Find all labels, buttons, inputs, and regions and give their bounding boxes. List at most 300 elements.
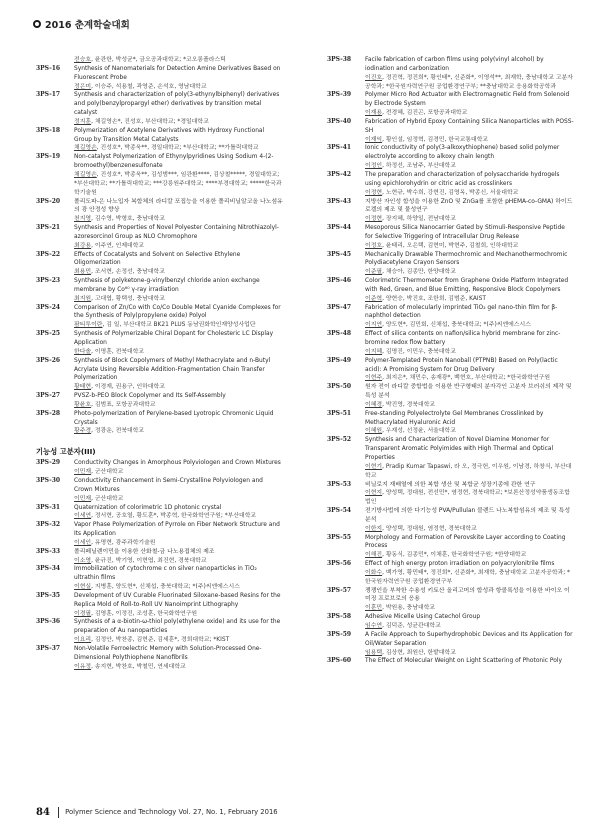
abstract-entry bbox=[327, 357, 574, 384]
entry-title: Quaternization of colorimetric 1D photonic crystal bbox=[74, 504, 222, 511]
entry-code: 3PS-38 bbox=[327, 56, 352, 63]
presenter-name: 황주경 bbox=[74, 428, 92, 435]
entry-body bbox=[74, 91, 283, 126]
author-list: , 황인설, 임정혁, 김경민, 한국교통대학교 bbox=[382, 136, 489, 143]
entry-title: The Effect of Molecular Weight on Light Scattering of Photonic Poly bbox=[365, 658, 562, 665]
presenter-name: 한다솔 bbox=[74, 348, 92, 355]
entry-title: Non-Volatile Ferroelectric Memory with Solution-Processed One-Dimensional Polythiophene Nanofibrils bbox=[74, 646, 262, 661]
entry-code: 3PS-55 bbox=[327, 533, 352, 541]
entry-code bbox=[36, 56, 74, 65]
abstract-entry bbox=[36, 618, 283, 645]
entry-authors bbox=[365, 74, 574, 92]
entry-code: 3PS-35 bbox=[36, 591, 61, 599]
abstract-entry bbox=[327, 224, 574, 251]
entry-title: A Facile Approach to Superhydrophobic Devices and Its Application for Oil/Water Separation bbox=[365, 631, 573, 647]
entry-title: Colorimetric Thermometer from Graphene Oxide Platform Integrated with Red, Green, and Blue Emitting, Responsive Block Copolymers bbox=[365, 278, 569, 293]
entry-code: 3PS-30 bbox=[36, 476, 61, 484]
entry-title: Mechanically Drawable Thermochromic and Mechanothermochromic Polydiacetylene Crayon Sensors bbox=[365, 251, 568, 267]
presenter-name: 이세인 bbox=[74, 539, 92, 546]
entry-authors bbox=[365, 463, 574, 481]
left-column bbox=[36, 56, 283, 672]
author-list: , 김수영, 박형호, 충남대학교 bbox=[91, 216, 165, 223]
author-list: , 백가영, 황민태*, 정진희*, 신준화*, 최재학, 충남대학교 고분자공학과; *한국원자력연구원 공업환경연구부 bbox=[365, 569, 571, 585]
abstract-entry bbox=[36, 224, 283, 251]
entry-body bbox=[74, 330, 283, 357]
abstract-entry bbox=[36, 565, 283, 592]
entry-title: PVSZ-b-PEO Block Copolymer and Its Self-Assembly bbox=[74, 393, 226, 400]
entry-title: Polymer Micro Rod Actuator with Electromagnetic Field from Solenoid by Electrode System bbox=[365, 92, 570, 108]
author-list: , 박원용, 충남대학교 bbox=[382, 605, 436, 612]
entry-title: Fabrication of Hybrid Epoxy Containing Silica Nanoparticles with POSS-SH bbox=[365, 118, 574, 134]
presenter-name: 최용민 bbox=[74, 269, 92, 276]
entry-body bbox=[74, 198, 283, 225]
presenter-name: 이진호 bbox=[365, 74, 383, 81]
entry-body bbox=[365, 560, 574, 587]
entry-authors bbox=[365, 401, 574, 410]
abstract-entry bbox=[327, 507, 574, 534]
presenter-name: 채길영손 bbox=[74, 171, 97, 178]
entry-code: 3PS-20 bbox=[36, 197, 61, 205]
abstract-entry bbox=[36, 91, 283, 126]
author-list: , 노현규, 박수희, 강현진, 김영옥, 박종신, 서울대학교 bbox=[382, 189, 519, 196]
presenter-name: 이화수 bbox=[365, 569, 383, 576]
presenter-name: 이해진 bbox=[365, 552, 383, 559]
entry-title: Mesoporous Silica Nanocarrier Gated by Stimuli-Responsive Peptide for Selective Triggering of Intracellular Drug Release bbox=[365, 225, 565, 240]
author-list: , 양도현*, 김민회, 신채섭, 충북대학교; *(주)씨엔에스시스 bbox=[382, 322, 531, 329]
entry-authors bbox=[365, 551, 574, 560]
presenter-name: 이현기 bbox=[365, 463, 383, 470]
presenter-name: 이지연 bbox=[365, 322, 383, 329]
entry-authors bbox=[74, 242, 283, 251]
entry-authors bbox=[365, 321, 574, 330]
abstract-entry bbox=[327, 277, 574, 304]
entry-code: 3PS-22 bbox=[36, 250, 61, 258]
author-list: , 장지혜, 하양일, 전남대학교 bbox=[382, 216, 456, 223]
presenter-name: 황윤호 bbox=[74, 401, 92, 408]
author-list: , 정진혁, 정진희*, 황인태*, 신준화*, 이영석**, 최재학, 충남대학교 고분자공학과; *한국원자력연구원 공업환경연구부; **충남대학교 응용화학공학과 bbox=[365, 74, 573, 90]
entry-code: 3PS-52 bbox=[327, 436, 352, 444]
entry-authors bbox=[74, 348, 283, 357]
entry-title: 폴리페닐렌이민을 이용한 산화철-금 나노용접체의 제조 bbox=[74, 548, 215, 555]
abstract-entry bbox=[36, 645, 283, 672]
entry-body bbox=[74, 477, 283, 504]
entry-authors bbox=[74, 56, 283, 65]
entry-code: 3PS-23 bbox=[36, 277, 61, 285]
author-list: , 진성호*, 박종욱**, 경일대학교; *부산대학교; **가톨릭대학교 bbox=[96, 145, 259, 152]
entry-authors bbox=[74, 427, 283, 436]
presenter-name: 이유정 bbox=[74, 663, 92, 670]
entry-body bbox=[365, 118, 574, 145]
presenter-name: 천지영 bbox=[74, 216, 92, 223]
entry-body bbox=[74, 459, 283, 477]
presenter-name: 이훈민 bbox=[365, 605, 383, 612]
abstract-entry bbox=[327, 144, 574, 171]
entry-body bbox=[365, 613, 574, 631]
presenter-name: 임수연 bbox=[365, 623, 383, 629]
entry-title: Morphology and Formation of Perovskite Layer according to Coating Process bbox=[365, 534, 566, 550]
entry-title: 지방산 자인성 합성을 이용한 ZnO 및 ZnGa를 포함한 pHEMA-co-GMA) 하이드로겔의 제조 및 물성연구 bbox=[365, 198, 573, 214]
presenter-name: 이세연 bbox=[74, 513, 92, 520]
presenter-name: 전승호 bbox=[74, 57, 92, 63]
entry-code: 3PS-42 bbox=[327, 170, 352, 178]
section-heading: 기능성 고분자(III) bbox=[36, 447, 96, 457]
author-list: , 김상현, 최원산, 한밭대학교 bbox=[382, 649, 456, 656]
entry-authors bbox=[74, 663, 283, 672]
presenter-name: 이준혁 bbox=[365, 295, 383, 302]
page-header bbox=[33, 17, 130, 31]
presenter-name: 이준필 bbox=[365, 269, 383, 276]
author-list: , 우재성, 선정윤, 서울대학교 bbox=[382, 428, 456, 435]
entry-body bbox=[74, 565, 283, 592]
entry-authors bbox=[365, 268, 574, 277]
entry-title: Effects of Cocatalysts and Solvent on Selective Ethylene Oligomerization bbox=[74, 251, 241, 267]
entry-code: 3PS-28 bbox=[36, 409, 61, 417]
entry-title: Conductivity Enhancement in Semi-Crystalline Polyviologen and Crown Mixtures bbox=[74, 477, 263, 493]
entry-authors bbox=[365, 622, 574, 631]
entry-authors bbox=[74, 610, 283, 619]
abstract-entry bbox=[36, 127, 283, 154]
author-list: , 군산대학교 bbox=[91, 495, 124, 502]
abstract-entry bbox=[36, 357, 283, 392]
entry-title: Adhesive Micelle Using Catechol Group bbox=[365, 614, 481, 621]
entry-body bbox=[74, 224, 283, 251]
author-list: , 양성택, 정대원, 전선민*, 염정현, 경북대학교; *보론산정성약품생동조합법인 bbox=[365, 490, 570, 506]
entry-body bbox=[74, 618, 283, 645]
entry-body bbox=[365, 507, 574, 534]
entry-title: 원자 전이 라디칼 중합법을 이용한 반구형태의 분자각인 고분자 브러쉬의 제작 및 특성 분석 bbox=[365, 384, 572, 400]
author-list: , 김범표, 포항공과대학교 bbox=[91, 401, 156, 408]
entry-authors bbox=[74, 144, 283, 153]
entry-code: 3PS-18 bbox=[36, 126, 61, 134]
entry-body bbox=[74, 65, 283, 92]
entry-authors bbox=[365, 348, 574, 357]
entry-authors bbox=[365, 427, 574, 436]
entry-title: Vapor Phase Polymerization of Pyrrole on Fiber Network Structure and Its Application bbox=[74, 522, 280, 538]
author-list: , 이경재, 권용구, 인하대학교 bbox=[91, 384, 165, 391]
right-column bbox=[327, 56, 574, 666]
entry-title: Polymerization of Acetylene Derivatives with Hydroxy Functional Group by Transition Metal Catalysts bbox=[74, 127, 265, 143]
abstract-entry bbox=[327, 587, 574, 614]
author-list: , 정광운, 전북대학교 bbox=[91, 428, 145, 435]
abstract-entry bbox=[327, 118, 574, 145]
presenter-name: 이재익 bbox=[365, 136, 383, 143]
entry-code: 3PS-49 bbox=[327, 356, 352, 364]
presenter-name: 이현실 bbox=[74, 584, 92, 591]
presenter-name: 이재용 bbox=[365, 110, 383, 117]
abstract-entry bbox=[327, 436, 574, 480]
author-list: , 조서현, 손정선, 충남대학교 bbox=[91, 269, 165, 276]
presenter-name: 이요리 bbox=[74, 637, 92, 644]
abstract-entry bbox=[327, 534, 574, 561]
entry-body bbox=[74, 153, 283, 197]
entry-body bbox=[74, 277, 283, 304]
entry-code: 3PS-25 bbox=[36, 330, 61, 338]
abstract-entry bbox=[327, 56, 574, 91]
entry-title: Photo-polymerization of Perylene-based Lyotropic Chromonic Liquid Crystals bbox=[74, 410, 274, 426]
author-list: , 양성택, 정대원, 염정현, 경북대학교 bbox=[382, 525, 477, 532]
entry-body bbox=[365, 481, 574, 508]
entry-body bbox=[365, 534, 574, 561]
presenter-name: 이정현 bbox=[365, 216, 383, 223]
entry-authors bbox=[74, 401, 283, 410]
abstract-entry bbox=[327, 613, 574, 631]
entry-body bbox=[74, 504, 283, 522]
entry-title: 비닐로지 재배열에 의한 복합 생산 및 복합균 성장기종에 관한 연구 bbox=[365, 481, 536, 488]
entry-code: 3PS-31 bbox=[36, 503, 61, 511]
entry-code: 3PS-24 bbox=[36, 303, 61, 311]
presenter-name: 이지혜 bbox=[365, 348, 383, 355]
entry-title: Synthesis of Polymerizable Chiral Dopant for Cholesteric LC Display Application bbox=[74, 331, 274, 346]
entry-authors bbox=[365, 295, 574, 304]
entry-code: 3PS-37 bbox=[36, 645, 61, 652]
entry-title: 쟁쟁인을 부착한 수용성 키토산 올리고머의 합성과 항콜록성을 이용한 바이오 이미징 프로브로의 응용 bbox=[365, 587, 570, 603]
page-number: 84 bbox=[36, 806, 50, 818]
entry-code: 3PS-32 bbox=[36, 521, 61, 529]
abstract-entry bbox=[327, 304, 574, 331]
left-section-entries bbox=[36, 459, 283, 671]
conference-title: 2016 춘계학술대회 bbox=[45, 20, 130, 31]
entry-code: 3PS-50 bbox=[327, 383, 352, 391]
entry-code: 3PS-17 bbox=[36, 91, 61, 99]
entry-body bbox=[365, 251, 574, 278]
entry-body bbox=[365, 144, 574, 171]
entry-code: 3PS-41 bbox=[327, 144, 352, 152]
entry-body bbox=[365, 410, 574, 437]
entry-body bbox=[365, 198, 574, 225]
entry-code: 3PS-21 bbox=[36, 224, 61, 232]
abstract-entry bbox=[36, 153, 283, 197]
entry-authors bbox=[74, 215, 283, 224]
entry-body bbox=[74, 521, 283, 548]
page-footer bbox=[36, 803, 606, 821]
entry-authors bbox=[365, 242, 574, 251]
entry-authors bbox=[74, 539, 283, 548]
abstract-entry bbox=[327, 481, 574, 508]
entry-title: Polymer-Templated Protein Nanoball (PTPNB) Based on Poly(lactic acid): A Promising System for Drug Delivery bbox=[365, 357, 558, 373]
abstract-entry bbox=[36, 504, 283, 522]
entry-code: 3PS-19 bbox=[36, 153, 61, 161]
abstract-entry bbox=[36, 304, 283, 331]
abstract-entry bbox=[36, 392, 283, 410]
entry-authors bbox=[74, 383, 283, 392]
abstract-entry bbox=[36, 592, 283, 619]
presenter-name: 황태현 bbox=[74, 384, 92, 391]
entry-title: Synthesis of polyketone-g-vinylbenzyl chloride anion exchange membrane by Co⁶⁰ γ-ray irradiation bbox=[74, 278, 260, 293]
circle-bullet-icon bbox=[33, 20, 41, 28]
abstract-entry bbox=[36, 56, 283, 65]
entry-title: Synthesis and Characterization of Novel Diamine Monomer for Transparent Aromatic Polyimides with High Thermal and Optical Properties bbox=[365, 437, 554, 461]
abstract-entry bbox=[36, 548, 283, 566]
presenter-name: 이소영 bbox=[74, 557, 92, 564]
entry-body bbox=[74, 645, 283, 672]
entry-authors bbox=[365, 489, 574, 507]
entry-code: 3PS-53 bbox=[327, 480, 352, 488]
abstract-entry bbox=[327, 560, 574, 587]
entry-body bbox=[365, 587, 574, 614]
entry-title: Fabrication of molecularly imprinted TiO₂ gel nano-thin film for β-naphthol detection bbox=[365, 304, 558, 320]
author-list: , 김덕준, 성균관대학교 bbox=[382, 623, 441, 629]
entry-title: Synthesis of Block Copolymers of Methyl Methacrylate and n-Butyl Acrylate Using Reversible Addition-Fragmentation Chain Transfer Polymerization bbox=[74, 357, 271, 382]
left-entries bbox=[36, 56, 283, 436]
presenter-name: 이민재 bbox=[74, 495, 92, 502]
author-list: , 김명진, 이민우, 충북대학교 bbox=[382, 348, 456, 355]
entry-code: 3PS-57 bbox=[327, 586, 352, 594]
presenter-name: 최강용 bbox=[74, 242, 92, 249]
entry-code: 3PS-56 bbox=[327, 560, 352, 568]
author-list: , 최지은*, 채민수, 송재광*, 백현호, 부산대학교; *한국화학연구원 bbox=[382, 375, 551, 382]
author-list: , 하정선, 조남주, 부산대학교 bbox=[382, 163, 456, 170]
entry-title: Synthesis and characterization of poly(3-ethynylbiphenyl) derivatives and poly(benzylpropargyl ether) derivatives by transition metal catalyst bbox=[74, 92, 280, 117]
abstract-entry bbox=[36, 198, 283, 225]
entry-title: Development of UV Curable Fluorinated Siloxane-based Resins for the Replica Mold of Roll-to-Roll UV Nanoimprint Lithography bbox=[74, 592, 281, 608]
entry-authors bbox=[365, 525, 574, 534]
entry-body bbox=[365, 171, 574, 198]
entry-body bbox=[74, 56, 283, 65]
entry-body bbox=[74, 392, 283, 410]
entry-title: Ionic conductivity of poly(3-alkoxythiophene) based solid polymer electrolyte according to alkoxy chain length bbox=[365, 145, 560, 161]
entry-code: 3PS-26 bbox=[36, 356, 61, 364]
entry-code: 3PS-59 bbox=[327, 630, 352, 638]
entry-code: 3PS-54 bbox=[327, 507, 352, 515]
entry-body bbox=[74, 548, 283, 566]
author-list: , Pradip Kumar Tapaswi, 라 오, 정극헌, 이우원, 이남경, 하창식, 부산대학교 bbox=[365, 463, 572, 479]
abstract-entry bbox=[327, 251, 574, 278]
entry-title: 전기방사법에 의한 다기능성 PVA/Pullulan 블렌드 나노복합섬유의 제조 및 특성분석 bbox=[365, 508, 571, 523]
entry-body bbox=[74, 304, 283, 331]
abstract-entry bbox=[36, 521, 283, 548]
author-list: , 이주연, 인제대학교 bbox=[91, 242, 145, 249]
entry-body bbox=[74, 592, 283, 619]
entry-code: 3PS-43 bbox=[327, 197, 352, 205]
abstract-entry bbox=[327, 383, 574, 410]
author-list: , 이승주, 석용철, 곽영준, 손석호, 영남대학교 bbox=[91, 83, 207, 90]
entry-authors bbox=[74, 321, 283, 330]
author-list: , 군산대학교 bbox=[91, 469, 124, 476]
entry-authors bbox=[365, 374, 574, 383]
entry-code: 3PS-36 bbox=[36, 618, 61, 626]
abstract-entry bbox=[327, 410, 574, 437]
entry-code: 3PS-48 bbox=[327, 330, 352, 338]
entry-authors bbox=[74, 171, 283, 198]
abstract-entry bbox=[36, 410, 283, 437]
presenter-name: 이정호 bbox=[365, 242, 383, 249]
entry-code: 3PS-29 bbox=[36, 459, 61, 467]
entry-authors bbox=[365, 189, 574, 198]
entry-authors bbox=[74, 118, 283, 127]
entry-title: Facile fabrication of carbon films using poly(vinyl alcohol) by iodination and carbonization bbox=[365, 57, 544, 72]
author-list: , 송지현, 박찬호, 박철민, 연세대학교 bbox=[91, 663, 186, 670]
author-list: , 윤관한, 박성균*, 금오공과대학교; *코오롱플라스틱 bbox=[91, 57, 226, 63]
author-list: , 김 일, 부산대학교 BK21 PLUS 동남권화학인재양성사업단 bbox=[102, 322, 256, 329]
entry-authors bbox=[74, 557, 283, 566]
footer-divider bbox=[58, 807, 59, 818]
presenter-name: 이민재 bbox=[74, 469, 92, 476]
presenter-name: 정은미 bbox=[74, 83, 92, 90]
entry-body bbox=[365, 224, 574, 251]
author-list: , 김영훈, 이정진, 조성훈, 한국화학연구원 bbox=[91, 610, 198, 617]
entry-authors bbox=[365, 649, 574, 658]
entry-code: 3PS-46 bbox=[327, 277, 352, 285]
entry-code: 3PS-51 bbox=[327, 409, 352, 417]
abstract-entry bbox=[327, 91, 574, 118]
abstract-entry bbox=[36, 477, 283, 504]
author-list: , 윤태리, 오은택, 김현미, 박현주, 김철희, 인하대학교 bbox=[382, 242, 519, 249]
entry-body bbox=[365, 436, 574, 480]
entry-authors bbox=[365, 162, 574, 171]
entry-authors bbox=[365, 109, 574, 118]
author-list: , 양현승, 박진호, 조한희, 김범준, KAIST bbox=[382, 295, 486, 302]
entry-title: 폴리도파-은 나노입자 복합체의 라디칼 포집능을 이용한 폴리비닐알코올 나노섬유의 광 안정성 향상 bbox=[74, 198, 283, 214]
presenter-name: 이혜원 bbox=[365, 428, 383, 435]
entry-authors bbox=[74, 268, 283, 277]
entry-title: Synthesis and Properties of Novel Polyester Containing Nitrothiazolyl-azoresorcinol Group as NLO Chromophore bbox=[74, 225, 279, 240]
presenter-name: 이정현 bbox=[365, 189, 383, 196]
abstract-entry bbox=[327, 330, 574, 357]
entry-body bbox=[365, 330, 574, 357]
presenter-name: 채길영손 bbox=[74, 145, 97, 152]
entry-body bbox=[74, 127, 283, 154]
entry-title: The preparation and characterization of polysaccharide hydrogels using epichlorohydrin or citric acid as crosslinkers bbox=[365, 171, 560, 187]
entry-authors bbox=[74, 583, 283, 592]
entry-body bbox=[365, 304, 574, 331]
abstract-entry bbox=[327, 171, 574, 198]
author-list: , 채승아, 김종만, 한양대학교 bbox=[382, 269, 456, 276]
entry-body bbox=[365, 657, 574, 666]
entry-code: 3PS-27 bbox=[36, 392, 61, 400]
entry-body bbox=[74, 251, 283, 278]
abstract-entry bbox=[36, 65, 283, 92]
entry-code: 3PS-39 bbox=[327, 91, 352, 99]
entry-code: 3PS-58 bbox=[327, 613, 352, 621]
entry-code: 3PS-44 bbox=[327, 224, 352, 232]
presenter-name: 이정인 bbox=[365, 163, 383, 170]
entry-title: Comparison of Zn/Co with Co/Co Double Metal Cyanide Complexes for the Synthesis of Poly(propylene oxide) Polyol bbox=[74, 304, 281, 320]
entry-title: Effect of high energy proton irradiation on polyacrylonitrile films bbox=[365, 561, 555, 568]
entry-body bbox=[365, 56, 574, 91]
entry-title: Synthesis of Nanomaterials for Detection Amine Derivatives Based on Fluorescent Probe bbox=[74, 65, 281, 81]
abstract-entry bbox=[327, 631, 574, 658]
author-list: , 윤규진, 박기영, 이현엽, 최진현, 경북대학교 bbox=[91, 557, 207, 564]
abstract-entry bbox=[36, 330, 283, 357]
entry-body bbox=[365, 631, 574, 658]
abstract-entry bbox=[36, 459, 283, 477]
entry-title: Conductivity Changes in Amorphous Polyviologen and Crown Mixtures bbox=[74, 460, 281, 467]
entry-authors bbox=[74, 83, 283, 92]
entry-code: 3PS-34 bbox=[36, 565, 61, 573]
entry-code: 3PS-40 bbox=[327, 117, 352, 125]
presenter-name: 이경필 bbox=[74, 610, 92, 617]
author-list: , 지병훈, 양도현*, 신채섭, 충북대학교; *(주)씨엔에스시스 bbox=[91, 584, 240, 591]
author-list: , 진성호*, 박종욱**, 김성범***, 임관환****, 김상철*****, 경일대학교; *부산대학교; **가톨릭대학교; ***강릉원주대학교; ****부경대학교; *****한국과학기술원 bbox=[74, 171, 282, 196]
entry-body bbox=[365, 383, 574, 410]
presenter-name: 정지훈 bbox=[74, 118, 92, 125]
entry-authors bbox=[365, 215, 574, 224]
entry-body bbox=[365, 357, 574, 384]
entry-authors bbox=[74, 495, 283, 504]
author-list: , 정서현, 공호열, 황도훈*, 박종혁, 한국화학연구원; *부산대학교 bbox=[91, 513, 257, 520]
entry-code: 3PS-16 bbox=[36, 64, 61, 72]
entry-body bbox=[74, 357, 283, 392]
entry-title: Effect of silica contents on nafion/silica hybrid membrane for zinc-bromine redox flow battery bbox=[365, 331, 561, 346]
entry-code: 3PS-33 bbox=[36, 547, 61, 555]
entry-authors bbox=[74, 636, 283, 645]
abstract-entry bbox=[327, 198, 574, 225]
author-list: , 채길영손*, 진성호, 부산대학교; *경일대학교 bbox=[91, 118, 209, 125]
entry-body bbox=[365, 91, 574, 118]
author-list: , 이명훈, 전북대학교 bbox=[91, 348, 145, 355]
entry-authors bbox=[74, 512, 283, 521]
author-list: , 김정안, 박찬종, 김현준, 김세훈*, 경희대학교; *KIST bbox=[91, 637, 230, 644]
